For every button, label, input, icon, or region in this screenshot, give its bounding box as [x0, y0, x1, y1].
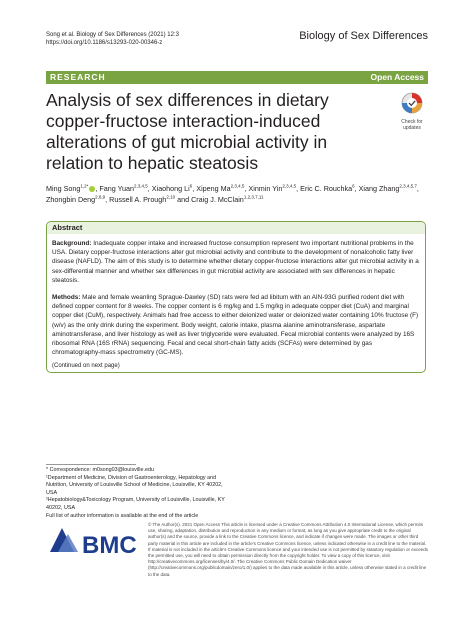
author-separator: , — [147, 184, 152, 193]
author-affiliation-marker: 2,3,4,5 — [282, 183, 297, 189]
author-affiliation-marker: 2,3,4,5 — [134, 183, 148, 189]
license-text: © The Author(s). 2021 Open Access This article is licensed under a Creative Commons Attribution 4.0 International License, which permits use, sharing, adaptation, distribution and reproduction in any medium or format, as long as you give appropriate credit to the original author(s) and the source, provide a link to the Creative Commons licence, and indicate if changes were made. The images or other third party material in this article are included in the article's Creative Commons licence, unless indicated otherwise in a credit line to the material. If material is not included in the article's Creative Commons licence and your intended use is not permitted by statutory regulation or exceeds the permitted use, you will need to obtain permission directly from the copyright holder. To view a copy of this licence, visit http://creativecommons.org/licenses/by/4.0/. The Creative Commons Public Domain Dedication waiver (http://creativecommons.org/publicdomain/zero/1.0/) applies to the data made available in this article, unless otherwise stated in a credit line to the data. — [148, 522, 429, 577]
footnote-divider — [46, 464, 136, 465]
bmc-logo — [46, 522, 146, 562]
methods-label: Methods: — [52, 294, 81, 301]
author-affiliation-marker: 1,2* — [80, 183, 89, 189]
open-access-label: Open Access — [370, 72, 424, 82]
abstract-methods — [52, 293, 422, 357]
affiliation-1: ¹Department of Medicine, Division of Gastroenterology, Hepatology and Nutrition, University of Louisville School of Medicine, Louisville, KY 40202, USA — [46, 474, 223, 496]
author-separator: and — [175, 195, 192, 204]
author-affiliation-marker: 2,3,4,5,7 — [399, 183, 417, 189]
author-affiliation-marker: 1,2,3,7,11 — [243, 194, 264, 200]
correspondence-label: * Correspondence: — [46, 467, 93, 473]
background-text: Inadequate copper intake and increased fructose consumption represent two important nutritional problems in the USA. Dietary copper-fructose interactions alter gut microbial activity and contribute to the development of nonalcoholic fatty liver disease (NAFLD). The aim of this study is to determine whether dietary copper-fructose interactions alter gut microbial activity in a sex-differential manner and whether sex differences in gut microbial activity are associated with sex differences in hepatic steatosis. — [52, 240, 419, 284]
author-affiliation-marker: 6 — [352, 183, 355, 189]
author-name[interactable]: Eric C. Rouchka — [300, 184, 353, 193]
author-affiliation-marker: 6 — [189, 183, 193, 189]
author-name[interactable]: Xipeng Ma — [196, 184, 231, 193]
correspondence-email-link[interactable]: m0song03@louisville.edu — [92, 467, 154, 473]
author-separator: , — [95, 184, 100, 193]
author-name[interactable]: Fang Yuan — [99, 184, 135, 193]
author-name[interactable]: Xiang Zhang — [358, 184, 400, 193]
author-separator: , — [105, 195, 110, 204]
affiliation-more: Full list of author information is available at the end of the article — [46, 512, 199, 519]
article-title: Analysis of sex differences in dietary copper-fructose interaction-induced alterations of gut microbial activity in relation to hepatic steatosis — [46, 90, 329, 173]
author-separator: , — [354, 184, 359, 193]
author-separator: , — [244, 184, 249, 193]
abstract-header-bar — [47, 222, 425, 234]
methods-text: Male and female weanling Sprague-Dawley (SD) rats were fed ad libitum with an AIN-93G purified rodent diet with defined copper content for 8 weeks. The copper content is 6 mg/kg and 1.5 mg/kg in adequate copper diet (CuA) and marginal copper diet (CuM), respectively. Animals had free access to either deionized water or deionized water containing 10% fructose (F) (w/v) as the only drink during the experiment. Body weight, calorie intake, plasma alanine aminotransferase, aspartate aminotransferase, and liver histology as well as liver triglyceride were evaluated. Fecal microbial contents were analyzed by 16S ribosomal RNA (16S rRNA) sequencing. Fecal and cecal short-chain fatty acids (SCFAs) were determined by gas chromatography-mass spectrometry (GC-MS). — [52, 294, 419, 357]
affiliation-2: ²Hepatobiology&Toxicology Program, University of Louisville, Louisville, KY 40202, USA — [46, 497, 225, 511]
citation-line: Song et al. Biology of Sex Differences (2021) 12:3 — [46, 32, 179, 38]
author-affiliation-marker: 2,8,9 — [95, 194, 106, 200]
author-affiliation-marker: 2,10 — [166, 194, 176, 200]
correspondence — [46, 467, 231, 475]
author-name[interactable]: Russell A. Prough — [109, 195, 167, 204]
article-citation — [46, 31, 179, 47]
doi-link[interactable]: https://doi.org/10.1186/s13293-020-00346-z — [46, 40, 163, 46]
abstract-background — [52, 239, 422, 285]
author-name[interactable]: Zhongbin Deng — [46, 195, 96, 204]
journal-name: Biology of Sex Differences — [299, 30, 428, 42]
check-for-updates-button[interactable] — [397, 92, 427, 131]
author-name[interactable]: Xinmin Yin — [248, 184, 283, 193]
crossmark-label-1: Check for — [401, 119, 423, 125]
author-affiliation-marker: 2,3,4,5 — [230, 183, 245, 189]
bmc-logo-text: BMC — [82, 532, 137, 559]
author-name[interactable]: Xiaohong Li — [151, 184, 190, 193]
crossmark-label-2: updates — [403, 125, 421, 131]
affiliations — [46, 467, 231, 520]
article-type-banner — [46, 71, 428, 84]
author-separator: , — [192, 184, 197, 193]
crossmark-icon — [401, 92, 423, 114]
background-label: Background: — [52, 240, 92, 247]
abstract-heading: Abstract — [52, 223, 83, 232]
author-name[interactable]: Craig J. McClain — [191, 195, 244, 204]
article-type-label: RESEARCH — [50, 72, 106, 82]
author-separator: , — [416, 184, 419, 193]
author-list — [46, 183, 428, 205]
author-name[interactable]: Ming Song — [46, 184, 81, 193]
continued-note: (Continued on next page) — [52, 363, 120, 369]
author-separator: , — [296, 184, 301, 193]
